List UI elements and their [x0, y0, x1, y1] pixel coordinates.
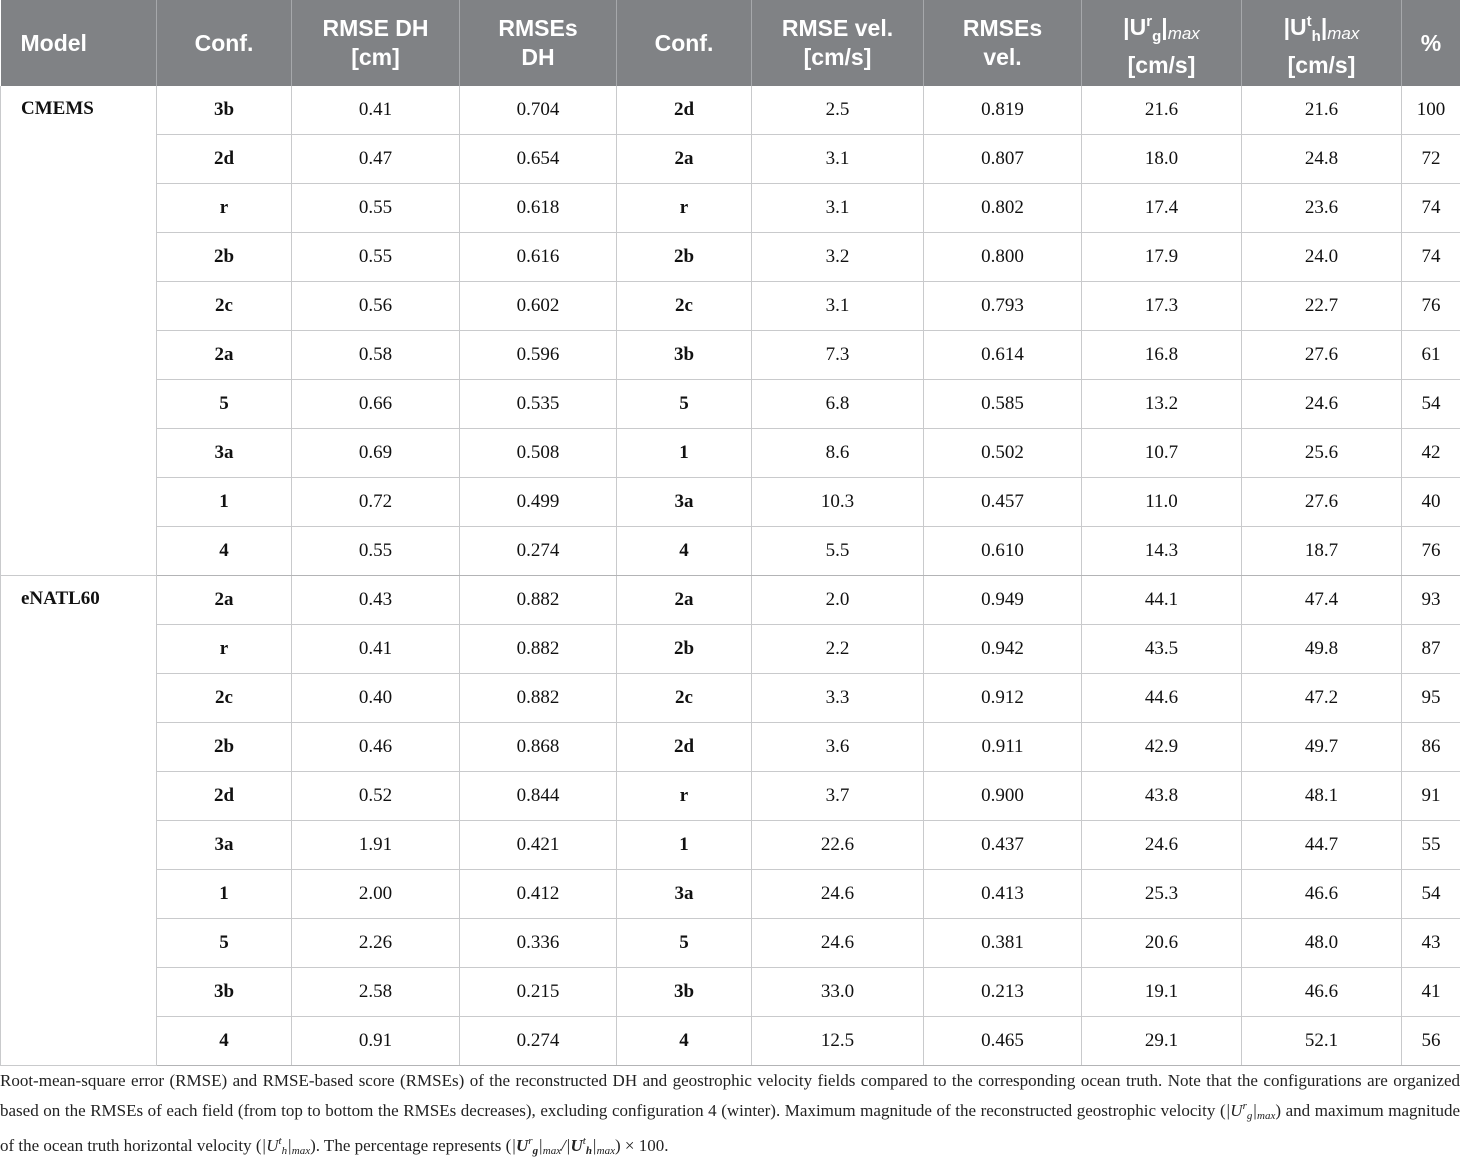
table-row — [1, 86, 1460, 135]
cell-rmses-dh: 0.596 — [460, 331, 617, 380]
header-conf-dh: Conf. — [157, 0, 292, 86]
header-rmse-dh: RMSE DH [cm] — [292, 0, 460, 86]
cell-rmse-vel: 5.5 — [752, 527, 924, 576]
cell-rmses-vel: 0.437 — [924, 821, 1082, 870]
cell-rmses-dh: 0.882 — [460, 576, 617, 625]
cell-conf-dh: 1 — [157, 870, 292, 919]
cell-conf-vel: 5 — [617, 919, 752, 968]
cell-rmses-dh: 0.274 — [460, 1017, 617, 1066]
cell-rmse-vel: 24.6 — [752, 919, 924, 968]
cell-rmse-dh: 0.43 — [292, 576, 460, 625]
cell-rmses-dh: 0.882 — [460, 674, 617, 723]
cell-rmses-vel: 0.381 — [924, 919, 1082, 968]
model-cell: CMEMS — [1, 86, 157, 576]
cell-percent: 61 — [1402, 331, 1460, 380]
cell-ug-max: 25.3 — [1082, 870, 1242, 919]
cell-conf-vel: 2d — [617, 723, 752, 772]
cell-ug-max: 43.5 — [1082, 625, 1242, 674]
cell-rmse-dh: 0.41 — [292, 625, 460, 674]
cell-conf-dh: 2b — [157, 723, 292, 772]
table-row — [1, 625, 1460, 674]
cell-conf-dh: r — [157, 184, 292, 233]
cell-rmses-vel: 0.900 — [924, 772, 1082, 821]
cell-rmse-dh: 0.40 — [292, 674, 460, 723]
cell-rmses-vel: 0.465 — [924, 1017, 1082, 1066]
cell-rmse-vel: 33.0 — [752, 968, 924, 1017]
cell-conf-dh: 3a — [157, 429, 292, 478]
table-row — [1, 527, 1460, 576]
cell-uh-max: 48.0 — [1242, 919, 1402, 968]
cell-uh-max: 21.6 — [1242, 86, 1402, 135]
cell-rmse-vel: 2.0 — [752, 576, 924, 625]
cell-uh-max: 22.7 — [1242, 282, 1402, 331]
table-row — [1, 919, 1460, 968]
cell-conf-vel: 4 — [617, 1017, 752, 1066]
model-cell: eNATL60 — [1, 576, 157, 1066]
header-rmse-vel: RMSE vel. [cm/s] — [752, 0, 924, 86]
cell-uh-max: 24.6 — [1242, 380, 1402, 429]
cell-rmses-vel: 0.614 — [924, 331, 1082, 380]
cell-rmses-vel: 0.949 — [924, 576, 1082, 625]
cell-rmses-vel: 0.585 — [924, 380, 1082, 429]
cell-rmse-vel: 22.6 — [752, 821, 924, 870]
table-row — [1, 282, 1460, 331]
cell-conf-vel: 2a — [617, 135, 752, 184]
cell-rmse-dh: 0.55 — [292, 184, 460, 233]
cell-conf-vel: r — [617, 184, 752, 233]
cell-conf-dh: 2d — [157, 135, 292, 184]
cell-rmses-dh: 0.215 — [460, 968, 617, 1017]
cell-uh-max: 48.1 — [1242, 772, 1402, 821]
cell-conf-dh: 3a — [157, 821, 292, 870]
table-row — [1, 968, 1460, 1017]
header-rmses-dh: RMSEs DH — [460, 0, 617, 86]
cell-conf-dh: 3b — [157, 968, 292, 1017]
cell-rmse-vel: 2.2 — [752, 625, 924, 674]
cell-rmse-dh: 0.55 — [292, 233, 460, 282]
cell-rmse-dh: 1.91 — [292, 821, 460, 870]
header-uh-max: $|U^t_h|\max$ [cm/s] — [1242, 0, 1402, 86]
cell-rmses-dh: 0.654 — [460, 135, 617, 184]
cell-percent: 74 — [1402, 233, 1460, 282]
cell-percent: 76 — [1402, 527, 1460, 576]
cell-rmses-vel: 0.802 — [924, 184, 1082, 233]
cell-rmses-dh: 0.704 — [460, 86, 617, 135]
cell-conf-dh: 4 — [157, 527, 292, 576]
cell-rmse-dh: 0.58 — [292, 331, 460, 380]
cell-conf-dh: 2a — [157, 576, 292, 625]
cell-rmses-vel: 0.911 — [924, 723, 1082, 772]
cell-conf-vel: 4 — [617, 527, 752, 576]
cell-ug-max: 16.8 — [1082, 331, 1242, 380]
cell-ug-max: 14.3 — [1082, 527, 1242, 576]
cell-uh-max: 27.6 — [1242, 331, 1402, 380]
cell-conf-vel: 3a — [617, 478, 752, 527]
cell-percent: 40 — [1402, 478, 1460, 527]
cell-conf-dh: 5 — [157, 919, 292, 968]
table-row — [1, 135, 1460, 184]
cell-percent: 93 — [1402, 576, 1460, 625]
cell-rmses-dh: 0.535 — [460, 380, 617, 429]
cell-uh-max: 18.7 — [1242, 527, 1402, 576]
cell-percent: 76 — [1402, 282, 1460, 331]
table-row — [1, 331, 1460, 380]
cell-conf-dh: r — [157, 625, 292, 674]
cell-conf-vel: 2a — [617, 576, 752, 625]
cell-conf-dh: 2a — [157, 331, 292, 380]
header-conf-vel: Conf. — [617, 0, 752, 86]
header-percent: % — [1402, 0, 1460, 86]
cell-conf-vel: r — [617, 772, 752, 821]
cell-ug-max: 29.1 — [1082, 1017, 1242, 1066]
cell-percent: 41 — [1402, 968, 1460, 1017]
cell-conf-vel: 5 — [617, 380, 752, 429]
table-caption: Root-mean-square error (RMSE) and RMSE-based score (RMSEs) of the reconstructed DH and geostrophic velocity fields compared to the corresponding ocean truth. Note that the configurations are organized based on the RMSEs of each field (from top to bottom the RMSEs decreases), excluding configuration 4 (winter). Maximum magnitude of the reconstructed geostrophic velocity $(|U^r_g|_{max})$ and maximum magnitude of the ocean truth horizontal velocity $(|U^t_h|_{max})$. The percentage represents $(|U^r_g|_{max}/|U^t_h|_{max}) \times 100$. — [0, 1068, 1460, 1165]
cell-conf-vel: 2d — [617, 86, 752, 135]
table-row — [1, 1017, 1460, 1066]
cell-ug-max: 43.8 — [1082, 772, 1242, 821]
cell-uh-max: 24.0 — [1242, 233, 1402, 282]
cell-conf-dh: 4 — [157, 1017, 292, 1066]
cell-rmse-vel: 3.1 — [752, 135, 924, 184]
cell-rmse-dh: 2.00 — [292, 870, 460, 919]
cell-uh-max: 47.4 — [1242, 576, 1402, 625]
cell-rmse-vel: 2.5 — [752, 86, 924, 135]
table-body — [1, 86, 1460, 1066]
cell-conf-vel: 1 — [617, 821, 752, 870]
cell-rmse-dh: 0.47 — [292, 135, 460, 184]
cell-uh-max: 23.6 — [1242, 184, 1402, 233]
cell-rmse-vel: 24.6 — [752, 870, 924, 919]
cell-rmses-dh: 0.868 — [460, 723, 617, 772]
cell-rmse-dh: 0.41 — [292, 86, 460, 135]
cell-rmses-dh: 0.421 — [460, 821, 617, 870]
cell-conf-vel: 1 — [617, 429, 752, 478]
cell-rmses-dh: 0.412 — [460, 870, 617, 919]
cell-uh-max: 25.6 — [1242, 429, 1402, 478]
cell-rmse-vel: 10.3 — [752, 478, 924, 527]
cell-ug-max: 18.0 — [1082, 135, 1242, 184]
cell-percent: 43 — [1402, 919, 1460, 968]
table-row — [1, 429, 1460, 478]
cell-rmses-dh: 0.499 — [460, 478, 617, 527]
cell-ug-max: 42.9 — [1082, 723, 1242, 772]
cell-uh-max: 46.6 — [1242, 870, 1402, 919]
cell-conf-dh: 2c — [157, 282, 292, 331]
cell-percent: 86 — [1402, 723, 1460, 772]
header-model: Model — [1, 0, 157, 86]
cell-rmse-vel: 3.1 — [752, 282, 924, 331]
table-row — [1, 576, 1460, 625]
cell-rmse-vel: 3.7 — [752, 772, 924, 821]
cell-rmses-vel: 0.413 — [924, 870, 1082, 919]
cell-ug-max: 11.0 — [1082, 478, 1242, 527]
cell-rmses-vel: 0.502 — [924, 429, 1082, 478]
cell-rmses-dh: 0.882 — [460, 625, 617, 674]
cell-rmse-vel: 3.6 — [752, 723, 924, 772]
cell-uh-max: 24.8 — [1242, 135, 1402, 184]
cell-rmses-vel: 0.793 — [924, 282, 1082, 331]
cell-rmses-vel: 0.213 — [924, 968, 1082, 1017]
table-row — [1, 478, 1460, 527]
cell-rmse-dh: 0.91 — [292, 1017, 460, 1066]
cell-percent: 55 — [1402, 821, 1460, 870]
cell-conf-dh: 5 — [157, 380, 292, 429]
cell-conf-dh: 1 — [157, 478, 292, 527]
cell-rmse-vel: 6.8 — [752, 380, 924, 429]
cell-percent: 91 — [1402, 772, 1460, 821]
cell-percent: 54 — [1402, 380, 1460, 429]
cell-rmses-dh: 0.336 — [460, 919, 617, 968]
cell-percent: 87 — [1402, 625, 1460, 674]
cell-ug-max: 17.3 — [1082, 282, 1242, 331]
cell-percent: 95 — [1402, 674, 1460, 723]
cell-conf-dh: 3b — [157, 86, 292, 135]
cell-rmse-dh: 2.58 — [292, 968, 460, 1017]
cell-rmses-vel: 0.912 — [924, 674, 1082, 723]
cell-rmse-vel: 12.5 — [752, 1017, 924, 1066]
cell-rmses-dh: 0.602 — [460, 282, 617, 331]
cell-uh-max: 46.6 — [1242, 968, 1402, 1017]
cell-ug-max: 44.1 — [1082, 576, 1242, 625]
cell-conf-vel: 3b — [617, 331, 752, 380]
cell-rmses-vel: 0.800 — [924, 233, 1082, 282]
cell-conf-vel: 3b — [617, 968, 752, 1017]
header-ug-max: $|U^r_g|\max$ [cm/s] — [1082, 0, 1242, 86]
cell-rmse-dh: 0.52 — [292, 772, 460, 821]
table-row — [1, 870, 1460, 919]
cell-ug-max: 20.6 — [1082, 919, 1242, 968]
cell-ug-max: 10.7 — [1082, 429, 1242, 478]
cell-conf-vel: 2b — [617, 625, 752, 674]
cell-rmse-vel: 8.6 — [752, 429, 924, 478]
cell-rmse-dh: 2.26 — [292, 919, 460, 968]
table-row — [1, 233, 1460, 282]
cell-ug-max: 17.9 — [1082, 233, 1242, 282]
cell-conf-dh: 2d — [157, 772, 292, 821]
cell-rmses-dh: 0.274 — [460, 527, 617, 576]
cell-rmses-vel: 0.819 — [924, 86, 1082, 135]
cell-uh-max: 27.6 — [1242, 478, 1402, 527]
cell-rmse-vel: 3.3 — [752, 674, 924, 723]
cell-uh-max: 49.8 — [1242, 625, 1402, 674]
cell-percent: 74 — [1402, 184, 1460, 233]
cell-uh-max: 47.2 — [1242, 674, 1402, 723]
cell-ug-max: 19.1 — [1082, 968, 1242, 1017]
table-row — [1, 184, 1460, 233]
cell-rmses-vel: 0.807 — [924, 135, 1082, 184]
cell-rmse-vel: 7.3 — [752, 331, 924, 380]
cell-conf-dh: 2c — [157, 674, 292, 723]
cell-conf-vel: 2c — [617, 282, 752, 331]
cell-rmses-dh: 0.508 — [460, 429, 617, 478]
cell-rmses-vel: 0.457 — [924, 478, 1082, 527]
cell-rmse-vel: 3.1 — [752, 184, 924, 233]
cell-uh-max: 44.7 — [1242, 821, 1402, 870]
cell-uh-max: 49.7 — [1242, 723, 1402, 772]
cell-rmses-dh: 0.618 — [460, 184, 617, 233]
cell-conf-vel: 2b — [617, 233, 752, 282]
cell-percent: 100 — [1402, 86, 1460, 135]
cell-conf-dh: 2b — [157, 233, 292, 282]
cell-percent: 56 — [1402, 1017, 1460, 1066]
cell-ug-max: 24.6 — [1082, 821, 1242, 870]
cell-percent: 42 — [1402, 429, 1460, 478]
cell-rmses-dh: 0.616 — [460, 233, 617, 282]
cell-conf-vel: 2c — [617, 674, 752, 723]
cell-rmses-vel: 0.610 — [924, 527, 1082, 576]
header-rmses-vel: RMSEs vel. — [924, 0, 1082, 86]
cell-rmse-dh: 0.69 — [292, 429, 460, 478]
cell-rmse-dh: 0.72 — [292, 478, 460, 527]
cell-rmses-dh: 0.844 — [460, 772, 617, 821]
cell-uh-max: 52.1 — [1242, 1017, 1402, 1066]
cell-percent: 72 — [1402, 135, 1460, 184]
cell-rmse-dh: 0.46 — [292, 723, 460, 772]
table-row — [1, 772, 1460, 821]
table-row — [1, 674, 1460, 723]
table-row — [1, 723, 1460, 772]
table-row — [1, 380, 1460, 429]
cell-rmses-vel: 0.942 — [924, 625, 1082, 674]
cell-rmse-dh: 0.66 — [292, 380, 460, 429]
cell-ug-max: 44.6 — [1082, 674, 1242, 723]
cell-ug-max: 17.4 — [1082, 184, 1242, 233]
cell-ug-max: 21.6 — [1082, 86, 1242, 135]
table-row — [1, 821, 1460, 870]
cell-rmse-vel: 3.2 — [752, 233, 924, 282]
cell-rmse-dh: 0.56 — [292, 282, 460, 331]
cell-ug-max: 13.2 — [1082, 380, 1242, 429]
cell-rmse-dh: 0.55 — [292, 527, 460, 576]
table-header — [1, 0, 1460, 86]
cell-percent: 54 — [1402, 870, 1460, 919]
cell-conf-vel: 3a — [617, 870, 752, 919]
